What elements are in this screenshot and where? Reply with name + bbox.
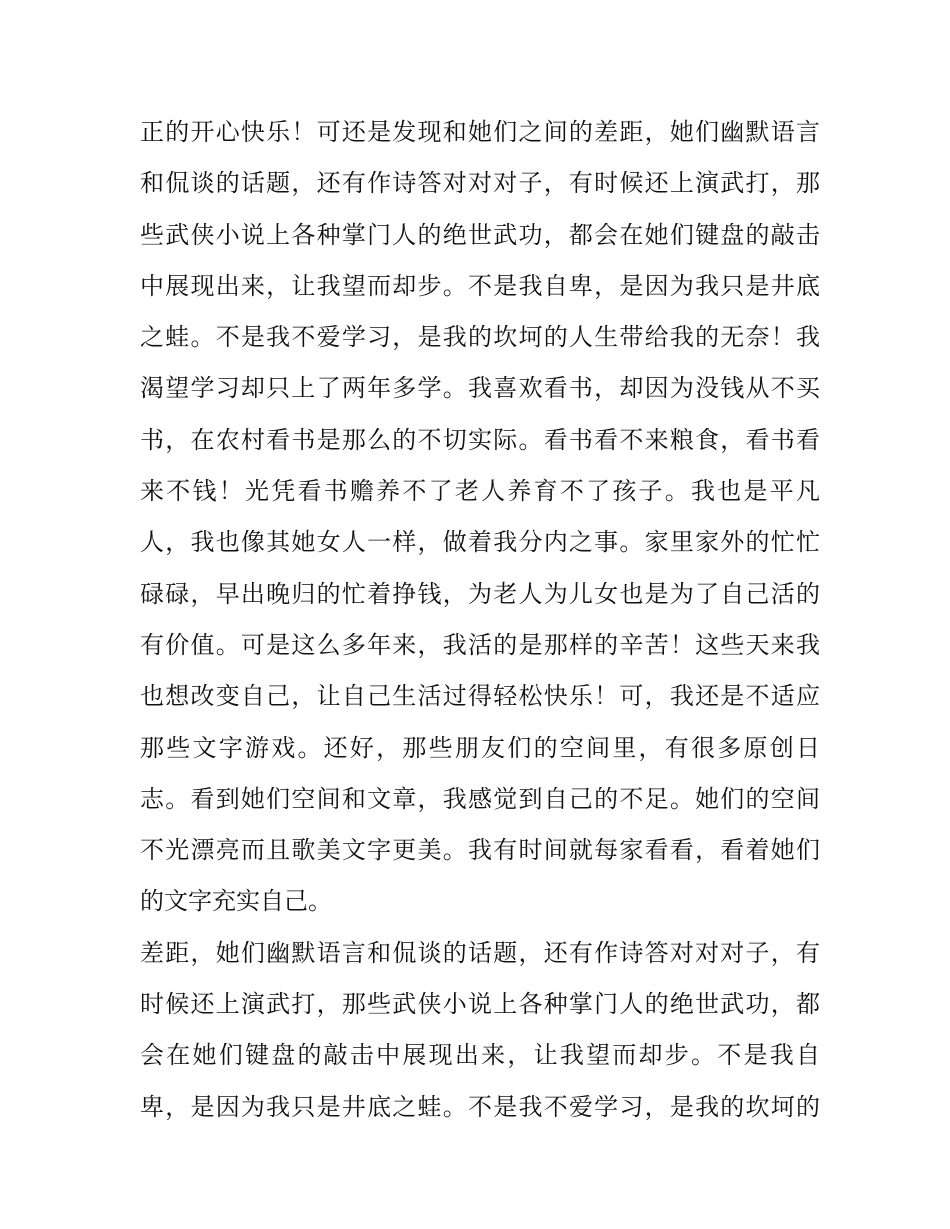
text-line: 人，我也像其她女人一样，做着我分内之事。家里家外的忙忙 bbox=[140, 528, 820, 557]
text-line: 有价值。可是这么多年来，我活的是那样的辛苦！这些天来我 bbox=[140, 630, 820, 659]
text-line: 正的开心快乐！可还是发现和她们之间的差距，她们幽默语言 bbox=[140, 118, 820, 146]
text-line: 的文字充实自己。 bbox=[140, 887, 332, 916]
text-line: 不光漂亮而且歌美文字更美。我有时间就每家看看，看着她们 bbox=[140, 836, 820, 865]
text-line: 时候还上演武打，那些武侠小说上各种掌门人的绝世武功，都 bbox=[140, 990, 820, 1019]
text-line: 那些文字游戏。还好，那些朋友们的空间里，有很多原创日 bbox=[140, 733, 820, 762]
text-line: 些武侠小说上各种掌门人的绝世武功，都会在她们键盘的敲击 bbox=[140, 220, 820, 249]
paragraph-1 bbox=[140, 107, 820, 928]
text-line: 碌碌，早出晚归的忙着挣钱，为老人为儿女也是为了自己活的 bbox=[140, 579, 820, 608]
text-line: 差距，她们幽默语言和侃谈的话题，还有作诗答对对对子，有 bbox=[140, 938, 820, 967]
text-line: 渴望学习却只上了两年多学。我喜欢看书，却因为没钱从不买 bbox=[140, 374, 820, 403]
document-body bbox=[140, 107, 820, 1133]
text-line: 之蛙。不是我不爱学习，是我的坎坷的人生带给我的无奈！我 bbox=[140, 323, 820, 352]
paragraph-2 bbox=[140, 928, 820, 1133]
text-line: 来不钱！光凭看书赡养不了老人养育不了孩子。我也是平凡 bbox=[140, 477, 820, 506]
text-line: 书，在农村看书是那么的不切实际。看书看不来粮食，看书看 bbox=[140, 425, 820, 454]
text-line: 中展现出来，让我望而却步。不是我自卑，是因为我只是井底 bbox=[140, 271, 820, 300]
text-line: 也想改变自己，让自己生活过得轻松快乐！可，我还是不适应 bbox=[140, 682, 820, 711]
text-line: 和侃谈的话题，还有作诗答对对对子，有时候还上演武打，那 bbox=[140, 169, 820, 198]
text-line: 志。看到她们空间和文章，我感觉到自己的不足。她们的空间 bbox=[140, 784, 820, 813]
text-line: 卑，是因为我只是井底之蛙。不是我不爱学习，是我的坎坷的 bbox=[140, 1092, 820, 1121]
text-line: 会在她们键盘的敲击中展现出来，让我望而却步。不是我自 bbox=[140, 1041, 820, 1070]
